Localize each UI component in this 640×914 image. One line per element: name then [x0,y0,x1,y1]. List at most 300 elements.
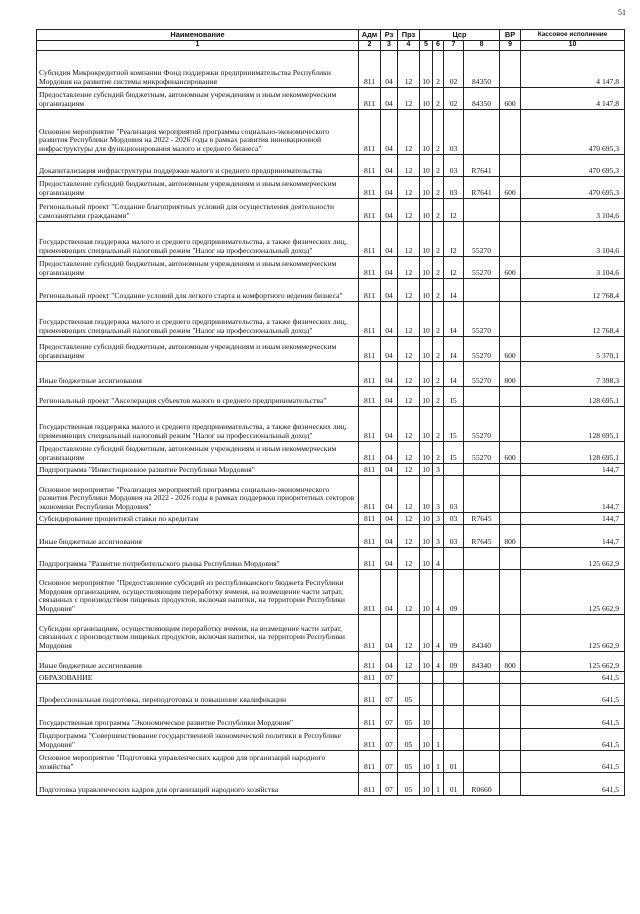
row-vr [500,706,521,729]
row-rz: 04 [381,222,398,257]
row-sum: 470 695,3 [521,177,625,199]
row-csr-subprogram: 1 [433,773,444,796]
row-csr-event: 03 [444,476,464,513]
row-vr [500,476,521,513]
row-adm: 811 [359,684,381,706]
row-csr-direction [464,199,500,222]
row-adm: 811 [359,476,381,513]
table-row [37,110,625,155]
row-csr-event: 09 [444,615,464,652]
row-rz: 04 [381,279,398,302]
row-csr-subprogram: 4 [433,652,444,672]
row-vr: 600 [500,442,521,464]
col-number: 1 [37,41,359,51]
row-csr-subprogram: 2 [433,155,444,177]
row-csr-event: 03 [444,513,464,525]
row-csr-direction [464,706,500,729]
row-sum: 3 104,6 [521,257,625,279]
row-adm: 811 [359,362,381,387]
table-row [37,279,625,302]
row-csr-event: 09 [444,570,464,615]
row-vr [500,570,521,615]
row-adm: 811 [359,513,381,525]
table-row [37,442,625,464]
row-csr-event: I5 [444,442,464,464]
table-row [37,362,625,387]
row-vr [500,548,521,570]
row-csr-subprogram: 2 [433,302,444,337]
row-sum: 12 768,4 [521,302,625,337]
row-rz: 04 [381,513,398,525]
row-prz: 05 [398,729,420,751]
row-csr-direction [464,464,500,476]
table-row [37,407,625,442]
row-prz: 12 [398,257,420,279]
row-rz: 04 [381,407,398,442]
table-row [37,684,625,706]
row-csr-direction: 84340 [464,615,500,652]
row-rz: 04 [381,387,398,407]
header-rz: Рз [381,30,398,41]
row-sum: 125 662,9 [521,548,625,570]
row-csr-program: 10 [420,177,433,199]
table-row [37,570,625,615]
row-name: Иные бюджетные ассигнования [37,525,359,548]
row-name: Региональный проект "Создание благоприятных условий для осуществления деятельности самозанятыми гражданами" [37,199,359,222]
header-row [37,30,625,41]
row-name: Региональный проект "Акселерация субъектов малого и среднего предпринимательства" [37,387,359,407]
row-csr-event [444,464,464,476]
row-name: Государственная поддержка малого и среднего предпринимательства, а также физических лиц, применяющих специальный налоговый режим "Налог на профессиональный доход" [37,407,359,442]
row-csr-program: 10 [420,362,433,387]
row-csr-event: I4 [444,279,464,302]
row-csr-event: 02 [444,88,464,110]
row-csr-direction: 84340 [464,652,500,672]
row-vr: 800 [500,525,521,548]
table-row [37,773,625,796]
row-csr-program: 10 [420,279,433,302]
row-prz: 12 [398,51,420,88]
row-sum: 641,5 [521,773,625,796]
row-sum: 3 104,6 [521,199,625,222]
row-adm: 811 [359,88,381,110]
row-prz: 12 [398,362,420,387]
row-adm: 811 [359,407,381,442]
row-csr-subprogram [433,684,444,706]
row-adm: 811 [359,302,381,337]
row-rz: 07 [381,684,398,706]
row-csr-program: 10 [420,513,433,525]
row-csr-program: 10 [420,442,433,464]
row-prz: 12 [398,387,420,407]
row-csr-program: 10 [420,773,433,796]
row-sum: 641,5 [521,684,625,706]
row-csr-subprogram: 1 [433,751,444,773]
row-sum: 641,5 [521,672,625,684]
row-csr-subprogram: 2 [433,177,444,199]
header-csr: Цср [420,30,500,41]
table-row [37,729,625,751]
row-csr-subprogram [433,706,444,729]
row-sum: 12 768,4 [521,279,625,302]
row-adm: 811 [359,464,381,476]
row-vr: 800 [500,362,521,387]
row-vr [500,387,521,407]
row-vr [500,302,521,337]
row-csr-subprogram: 2 [433,442,444,464]
row-prz [398,672,420,684]
row-csr-direction [464,279,500,302]
row-csr-subprogram: 2 [433,88,444,110]
row-sum: 125 662,9 [521,652,625,672]
row-sum: 144,7 [521,476,625,513]
row-sum: 125 662,9 [521,615,625,652]
row-name: Иные бюджетные ассигнования [37,652,359,672]
row-vr: 600 [500,337,521,362]
row-vr [500,684,521,706]
row-sum: 7 398,3 [521,362,625,387]
row-rz: 07 [381,706,398,729]
row-prz: 12 [398,88,420,110]
row-rz: 04 [381,362,398,387]
row-vr [500,155,521,177]
row-csr-subprogram: 2 [433,51,444,88]
row-adm: 811 [359,222,381,257]
row-csr-subprogram: 2 [433,279,444,302]
row-sum: 470 695,3 [521,110,625,155]
row-rz: 04 [381,177,398,199]
row-sum: 144,7 [521,525,625,548]
row-csr-program: 10 [420,706,433,729]
row-csr-event: 02 [444,51,464,88]
col-number: 2 [359,41,381,51]
row-rz: 04 [381,615,398,652]
row-rz: 04 [381,442,398,464]
row-csr-subprogram: 3 [433,513,444,525]
row-csr-program: 10 [420,337,433,362]
row-sum: 128 695,1 [521,442,625,464]
row-vr [500,513,521,525]
row-name: Субсидирование процентной ставки по кредитам [37,513,359,525]
row-prz: 12 [398,525,420,548]
row-csr-direction [464,672,500,684]
row-csr-direction [464,684,500,706]
table-row [37,652,625,672]
row-adm: 811 [359,110,381,155]
row-csr-event: 09 [444,652,464,672]
row-name: Предоставление субсидий бюджетным, автономным учреждениям и иным некоммерческим организациям [37,177,359,199]
row-csr-event [444,706,464,729]
row-csr-program: 10 [420,387,433,407]
row-name: Подпрограмма "Развитие потребительского рынка Республики Мордовия" [37,548,359,570]
row-csr-subprogram: 2 [433,199,444,222]
row-csr-program: 10 [420,570,433,615]
row-csr-subprogram: 4 [433,548,444,570]
row-prz: 12 [398,615,420,652]
row-adm: 811 [359,773,381,796]
table-body [37,51,625,796]
row-csr-subprogram: 2 [433,257,444,279]
row-name: Основное мероприятие "Предоставление субсидий из республиканского бюджета Республики Мордовия организациям, осуществляющим переработку ячменя, на возмещение части затрат, связанных с производством пищевых продуктов, включая напитки, на территории Республики Мордовия" [37,570,359,615]
row-vr [500,615,521,652]
row-vr [500,773,521,796]
row-csr-direction: 55270 [464,257,500,279]
row-rz: 04 [381,199,398,222]
row-prz: 05 [398,706,420,729]
row-prz: 05 [398,684,420,706]
row-csr-program: 10 [420,51,433,88]
row-prz: 12 [398,442,420,464]
col-number: 10 [521,41,625,51]
row-csr-event: I5 [444,387,464,407]
row-name: Субсидии организациям, осуществляющим переработку ячменя, на возмещение части затрат, связанных с производством пищевых продуктов, включая напитки, на территории Республики Мордовия [37,615,359,652]
row-name: Государственная поддержка малого и среднего предпринимательства, а также физических лиц, применяющих специальный налоговый режим "Налог на профессиональный доход" [37,222,359,257]
row-csr-program: 10 [420,548,433,570]
row-prz: 12 [398,407,420,442]
row-name: Докапитализация инфраструктуры поддержки малого и среднего предпринимательства [37,155,359,177]
row-vr: 600 [500,257,521,279]
row-name: Государственная программа "Экономическое развитие Республики Мордовия" [37,706,359,729]
row-csr-subprogram: 3 [433,476,444,513]
row-prz: 12 [398,570,420,615]
row-csr-event: I4 [444,362,464,387]
row-csr-subprogram: 3 [433,464,444,476]
row-csr-program [420,684,433,706]
row-csr-direction: 55270 [464,407,500,442]
row-name: Основное мероприятие "Подготовка управленческих кадров для организаций народного хозяйства" [37,751,359,773]
row-prz: 05 [398,773,420,796]
row-csr-program [420,672,433,684]
row-adm: 811 [359,279,381,302]
row-name: Профессиональная подготовка, переподготовка и повышение квалификации [37,684,359,706]
row-csr-direction: R7641 [464,155,500,177]
row-prz: 12 [398,548,420,570]
row-rz: 04 [381,51,398,88]
row-vr [500,222,521,257]
row-csr-subprogram: 2 [433,387,444,407]
table-row [37,751,625,773]
row-csr-subprogram: 2 [433,222,444,257]
row-csr-direction: R0660 [464,773,500,796]
header-number-row [37,41,625,51]
col-number: 6 [433,41,444,51]
row-sum: 641,5 [521,751,625,773]
row-csr-program: 10 [420,88,433,110]
row-csr-direction: 55270 [464,442,500,464]
table-row [37,177,625,199]
row-name: Основное мероприятие "Реализация мероприятий программы социально-экономического развития Республики Мордовия на 2022 - 2026 годы в рамках развития инновационной инфраструктуры для функционирования малого и среднего бизнеса" [37,110,359,155]
row-csr-direction: R7641 [464,177,500,199]
row-prz: 05 [398,751,420,773]
row-adm: 811 [359,570,381,615]
row-vr [500,407,521,442]
row-vr [500,110,521,155]
row-name: Предоставление субсидий бюджетным, автономным учреждениям и иным некоммерческим организациям [37,257,359,279]
row-vr [500,729,521,751]
row-vr [500,751,521,773]
row-prz: 12 [398,476,420,513]
row-csr-subprogram [433,672,444,684]
row-name: Подготовка управленческих кадров для организаций народного хозяйства [37,773,359,796]
table-row [37,51,625,88]
row-prz: 12 [398,464,420,476]
row-csr-program: 10 [420,302,433,337]
row-csr-event: I2 [444,257,464,279]
row-csr-subprogram: 2 [433,362,444,387]
row-csr-event: 01 [444,773,464,796]
row-vr [500,464,521,476]
row-rz: 04 [381,155,398,177]
row-prz: 12 [398,110,420,155]
row-csr-subprogram: 2 [433,110,444,155]
row-csr-subprogram: 4 [433,615,444,652]
row-csr-direction: R7645 [464,525,500,548]
row-csr-program: 10 [420,222,433,257]
row-name: Предоставление субсидий бюджетным, автономным учреждениям и иным некоммерческим организациям [37,442,359,464]
row-sum: 125 662,9 [521,570,625,615]
row-prz: 12 [398,513,420,525]
row-csr-direction: 55270 [464,362,500,387]
row-csr-direction: 84350 [464,51,500,88]
row-sum: 4 147,8 [521,51,625,88]
row-sum: 5 370,1 [521,337,625,362]
row-adm: 811 [359,257,381,279]
row-rz: 04 [381,110,398,155]
row-csr-program: 10 [420,652,433,672]
row-vr: 600 [500,88,521,110]
row-csr-direction [464,387,500,407]
row-csr-subprogram: 2 [433,337,444,362]
row-name: Предоставление субсидий бюджетным, автономным учреждениям и иным некоммерческим организациям [37,337,359,362]
table-row [37,464,625,476]
header-cash-execution: Кассовое исполнение [521,30,625,41]
row-adm: 811 [359,652,381,672]
table-row [37,155,625,177]
row-vr [500,199,521,222]
row-csr-event: 03 [444,110,464,155]
row-vr [500,279,521,302]
row-sum: 470 695,3 [521,155,625,177]
row-csr-program: 10 [420,257,433,279]
row-vr: 600 [500,177,521,199]
table-row [37,257,625,279]
row-adm: 811 [359,525,381,548]
row-name: Государственная поддержка малого и среднего предпринимательства, а также физических лиц, применяющих специальный налоговый режим "Налог на профессиональный доход" [37,302,359,337]
row-sum: 128 695,1 [521,407,625,442]
row-rz: 04 [381,476,398,513]
row-csr-program: 10 [420,525,433,548]
row-vr [500,672,521,684]
table-row [37,199,625,222]
row-prz: 12 [398,222,420,257]
row-prz: 12 [398,177,420,199]
row-prz: 12 [398,279,420,302]
row-prz: 12 [398,155,420,177]
header-name: Наименование [37,30,359,41]
row-csr-event: 03 [444,177,464,199]
row-rz: 04 [381,302,398,337]
table-row [37,672,625,684]
row-csr-program: 10 [420,751,433,773]
row-adm: 811 [359,706,381,729]
budget-table [36,29,625,796]
row-csr-subprogram: 1 [433,729,444,751]
row-adm: 811 [359,387,381,407]
row-adm: 811 [359,177,381,199]
header-adm: Адм [359,30,381,41]
row-name: ОБРАЗОВАНИЕ [37,672,359,684]
row-vr [500,51,521,88]
col-number: 8 [464,41,500,51]
table-row [37,337,625,362]
row-adm: 811 [359,672,381,684]
col-number: 9 [500,41,521,51]
row-rz: 04 [381,570,398,615]
row-name: Региональный проект "Создание условий для легкого старта и комфортного ведения бизнеса" [37,279,359,302]
row-csr-program: 10 [420,199,433,222]
table-row [37,525,625,548]
row-csr-direction: 55270 [464,302,500,337]
row-csr-direction: 84350 [464,88,500,110]
row-rz: 04 [381,88,398,110]
row-rz: 07 [381,672,398,684]
row-rz: 04 [381,548,398,570]
row-sum: 4 147,8 [521,88,625,110]
row-csr-event: 01 [444,751,464,773]
row-csr-direction [464,570,500,615]
row-rz: 04 [381,525,398,548]
row-name: Подпрограмма "Инвестиционное развитие Республики Мордовия" [37,464,359,476]
row-csr-direction: 55270 [464,337,500,362]
row-adm: 811 [359,155,381,177]
row-prz: 12 [398,337,420,362]
row-csr-event [444,684,464,706]
row-csr-direction: R7645 [464,513,500,525]
row-csr-program: 10 [420,155,433,177]
row-csr-program: 10 [420,110,433,155]
row-adm: 811 [359,337,381,362]
row-csr-subprogram: 3 [433,525,444,548]
row-name: Иные бюджетные ассигнования [37,362,359,387]
row-adm: 811 [359,199,381,222]
row-adm: 811 [359,615,381,652]
row-csr-subprogram: 4 [433,570,444,615]
row-prz: 12 [398,302,420,337]
header-prz: Прз [398,30,420,41]
row-sum: 641,5 [521,706,625,729]
row-csr-event: I4 [444,302,464,337]
row-csr-subprogram: 2 [433,407,444,442]
row-name: Субсидия Микрокредитной компании Фонд поддержки предпринимательства Республики Мордовия на развитие системы микрофинансирования [37,51,359,88]
row-csr-direction [464,110,500,155]
row-csr-direction: 55270 [464,222,500,257]
row-sum: 128 695,1 [521,387,625,407]
row-vr: 800 [500,652,521,672]
row-csr-event: I2 [444,199,464,222]
row-prz: 12 [398,199,420,222]
header-vr: ВР [500,30,521,41]
row-csr-event: I2 [444,222,464,257]
row-sum: 144,7 [521,464,625,476]
row-name: Предоставление субсидий бюджетным, автономным учреждениям и иным некоммерческим организациям [37,88,359,110]
table-row [37,548,625,570]
row-rz: 04 [381,337,398,362]
table-row [37,706,625,729]
row-sum: 641,5 [521,729,625,751]
row-name: Подпрограмма "Совершенствование государственной экономической политики в Республике Мордовия" [37,729,359,751]
col-number: 5 [420,41,433,51]
row-adm: 811 [359,729,381,751]
